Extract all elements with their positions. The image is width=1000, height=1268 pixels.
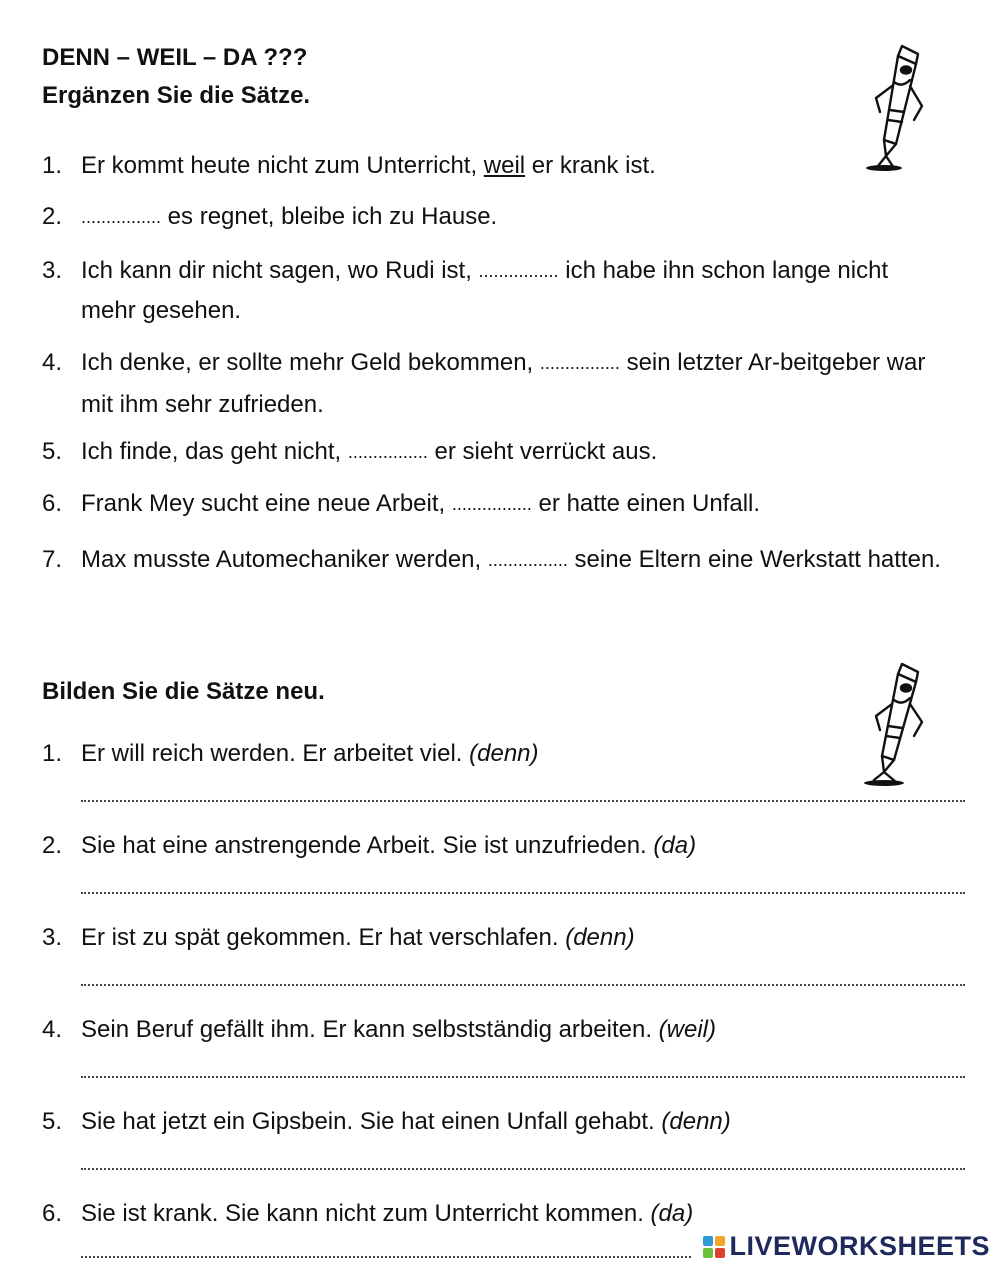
- sentence-part: er hatte einen Unfall.: [531, 490, 761, 517]
- item-number: 1.: [42, 740, 63, 767]
- instruction-complete: Ergänzen Sie die Sätze.: [42, 82, 311, 109]
- sentence-part: seine Eltern eine Werkstatt hatten.: [567, 546, 941, 573]
- worksheet-title: DENN – WEIL – DA ???: [42, 44, 308, 71]
- exercise2-item: [42, 736, 962, 772]
- item-number: 6.: [42, 1200, 63, 1227]
- sentence-part: er krank ist.: [525, 152, 656, 179]
- exercise2-item: [42, 828, 962, 864]
- liveworksheets-logo-icon: [703, 1236, 725, 1258]
- item-number: 5.: [42, 1108, 63, 1135]
- sentence: [81, 342, 962, 426]
- blank-field[interactable]: ................: [81, 207, 162, 227]
- sentence-part: Max musste Automechaniker werden,: [81, 546, 488, 573]
- item-number: 4.: [42, 349, 63, 376]
- sentence-part: Sie hat eine anstrengende Arbeit. Sie ist unzufrieden.: [81, 832, 654, 859]
- exercise1-item: [42, 148, 962, 184]
- exercise2-item: [42, 920, 962, 956]
- exercise1-item: [42, 434, 962, 470]
- item-number: 5.: [42, 438, 63, 465]
- exercise2-item: [42, 1196, 962, 1232]
- sentence: [81, 148, 962, 184]
- instruction-rewrite: Bilden Sie die Sätze neu.: [42, 678, 325, 705]
- sentence: [81, 828, 962, 864]
- sentence: [81, 920, 962, 956]
- blank-field[interactable]: ................: [478, 261, 559, 281]
- sentence: [81, 486, 962, 522]
- sentence: [81, 434, 962, 470]
- exercise2-item: [42, 1012, 962, 1048]
- item-number: 4.: [42, 1016, 63, 1043]
- item-number: 3.: [42, 924, 63, 951]
- blank-field[interactable]: ................: [539, 353, 620, 373]
- sentence-part: ich habe ihn schon lange nicht mehr gesehen.: [81, 257, 889, 324]
- conjunction-hint: (denn): [661, 1108, 731, 1135]
- item-number: 3.: [42, 257, 63, 284]
- sentence: [81, 251, 942, 331]
- exercise1-item: [42, 537, 942, 583]
- sentence: [81, 1104, 962, 1140]
- answer-line[interactable]: [81, 892, 965, 894]
- sentence-part: Sie ist krank. Sie kann nicht zum Unterricht kommen.: [81, 1200, 651, 1227]
- answer-line[interactable]: [81, 1076, 965, 1078]
- conjunction-hint: (da): [650, 1200, 694, 1227]
- sentence-part: Sein Beruf gefällt ihm. Er kann selbstständig arbeiten.: [81, 1016, 659, 1043]
- brand-name: LIVEWORKSHEETS: [729, 1231, 990, 1261]
- answer-line[interactable]: [81, 984, 965, 986]
- sentence: [81, 1012, 962, 1048]
- sentence-part: Ich finde, das geht nicht,: [81, 438, 348, 465]
- item-number: 2.: [42, 203, 63, 230]
- sentence-part: Ich denke, er sollte mehr Geld bekommen,: [81, 349, 540, 376]
- conjunction-hint: (weil): [658, 1016, 716, 1043]
- sentence-part: Er will reich werden. Er arbeitet viel.: [81, 740, 470, 767]
- blank-field[interactable]: ................: [347, 442, 428, 462]
- conjunction-hint: (denn): [565, 924, 635, 951]
- answer-line[interactable]: [81, 1168, 965, 1170]
- exercise1-item: [42, 199, 962, 235]
- conjunction-hint: (da): [653, 832, 697, 859]
- blank-field[interactable]: ................: [487, 550, 568, 570]
- item-number: 2.: [42, 832, 63, 859]
- sentence-part: Er kommt heute nicht zum Unterricht,: [81, 152, 484, 179]
- conjunction-hint: (denn): [469, 740, 539, 767]
- exercise2-item: [42, 1104, 962, 1140]
- sentence-part: Er ist zu spät gekommen. Er hat verschlafen.: [81, 924, 566, 951]
- sentence: [81, 537, 942, 583]
- blank-field[interactable]: ................: [451, 494, 532, 514]
- item-number: 7.: [42, 546, 63, 573]
- sentence-part: Frank Mey sucht eine neue Arbeit,: [81, 490, 452, 517]
- sentence-part: es regnet, bleibe ich zu Hause.: [161, 203, 498, 230]
- liveworksheets-brand[interactable]: [703, 1231, 990, 1262]
- exercise1-item: [42, 486, 962, 522]
- sentence: [81, 199, 962, 235]
- sentence-part: Sie hat jetzt ein Gipsbein. Sie hat einen Unfall gehabt.: [81, 1108, 662, 1135]
- sentence-part: Ich kann dir nicht sagen, wo Rudi ist,: [81, 257, 479, 284]
- filled-answer: weil: [483, 152, 526, 179]
- sentence: [81, 1196, 962, 1232]
- item-number: 1.: [42, 152, 63, 179]
- answer-line[interactable]: [81, 1256, 691, 1258]
- sentence: [81, 736, 962, 772]
- exercise1-item: [42, 251, 942, 331]
- exercise1-item: [42, 342, 962, 426]
- sentence-part: sein letzter Ar-beitgeber war mit ihm sehr zufrieden.: [81, 349, 926, 418]
- sentence-part: er sieht verrückt aus.: [427, 438, 658, 465]
- answer-line[interactable]: [81, 800, 965, 802]
- item-number: 6.: [42, 490, 63, 517]
